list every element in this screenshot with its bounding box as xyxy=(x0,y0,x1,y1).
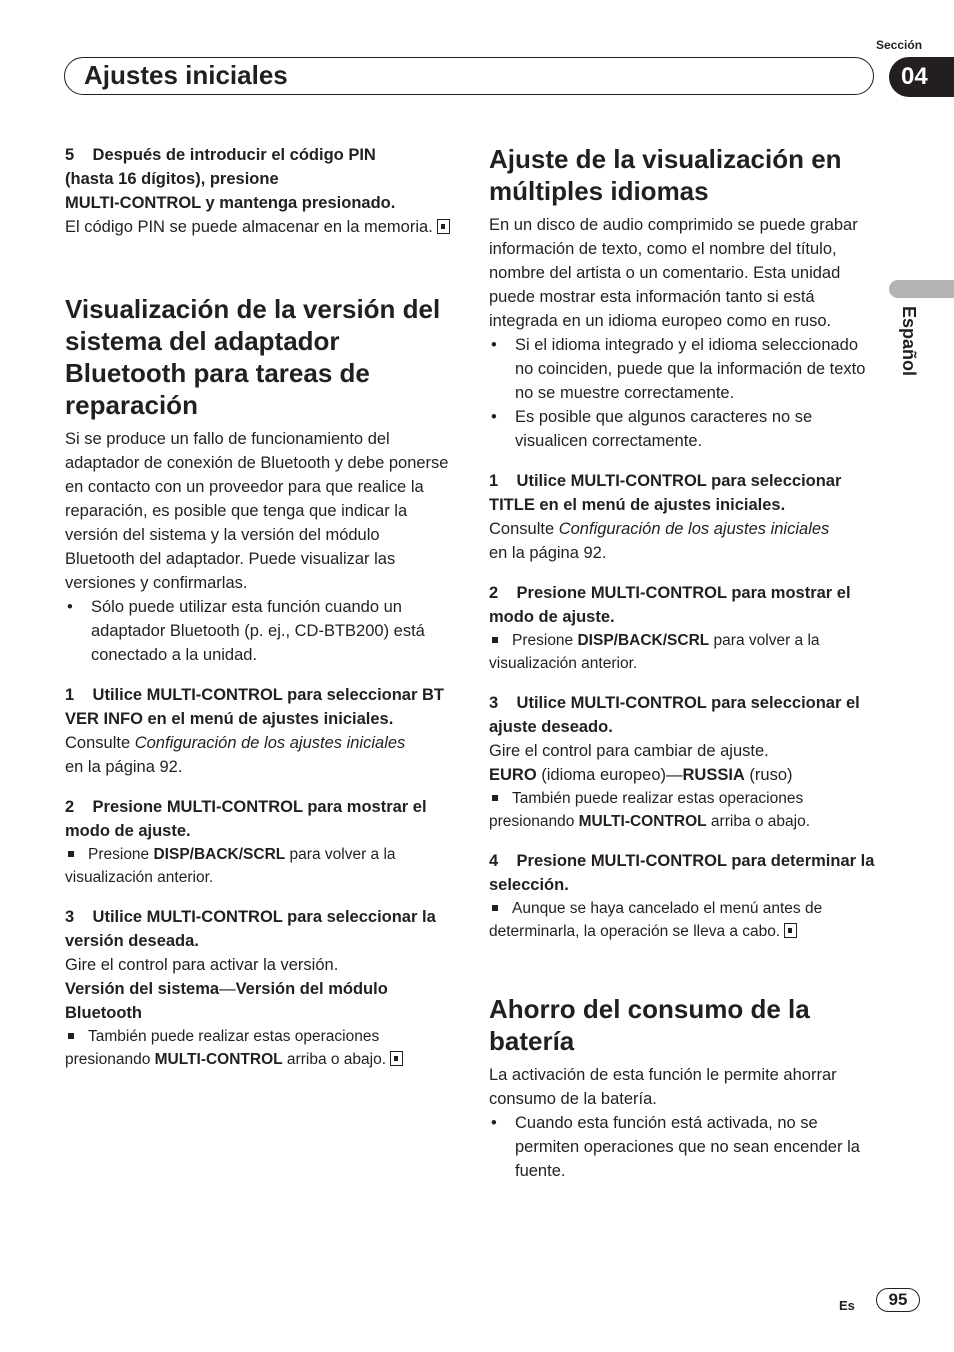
page-number: 95 xyxy=(876,1288,920,1312)
cross-reference: Configuración de los ajustes iniciales xyxy=(134,734,406,752)
step-title-line: Después de introducir el código PIN xyxy=(92,146,376,164)
note-square-icon xyxy=(68,851,74,857)
end-mark-icon xyxy=(390,1051,403,1066)
right-column xyxy=(489,143,877,1183)
step-2-title: 2 Presione MULTI-CONTROL para mostrar el modo de ajuste. xyxy=(489,584,851,626)
language-tab-bar xyxy=(889,280,954,298)
step-5-body: El código PIN se puede almacenar en la memoria. xyxy=(65,215,453,239)
end-mark-icon xyxy=(437,219,450,234)
bullet-list xyxy=(65,595,453,667)
step-1-title: 1 Utilice MULTI-CONTROL para seleccionar BT VER INFO en el menú de ajustes iniciales. xyxy=(65,686,444,728)
page-title: Ajustes iniciales xyxy=(84,60,288,90)
left-column xyxy=(65,143,453,1087)
bullet-item: • Si el idioma integrado y el idioma seleccionado no coinciden, puede que la información de texto no se muestre correctamente. xyxy=(489,333,877,405)
step-4 xyxy=(489,849,877,943)
step-1 xyxy=(65,683,453,779)
step-5 xyxy=(65,143,453,239)
step-2-title: 2 Presione MULTI-CONTROL para mostrar el modo de ajuste. xyxy=(65,798,427,840)
step-3-note: También puede realizar estas operaciones presionando MULTI-CONTROL arriba o abajo. xyxy=(489,790,811,830)
step-1-title: 1 Utilice MULTI-CONTROL para seleccionar TITLE en el menú de ajustes iniciales. xyxy=(489,472,842,514)
step-1-body: Consulte Configuración de los ajustes iniciales en la página 92. xyxy=(65,734,406,776)
step-number: 5 xyxy=(65,146,75,164)
step-title-line: MULTI-CONTROL y mantenga presionado. xyxy=(65,194,396,212)
footer-language-code: Es xyxy=(839,1298,855,1313)
step-2 xyxy=(65,795,453,889)
step-3-title: 3 Utilice MULTI-CONTROL para seleccionar la versión deseada. xyxy=(65,908,436,950)
step-5-title xyxy=(65,143,453,215)
step-2-note: Presione DISP/BACK/SCRL para volver a la visualización anterior. xyxy=(489,632,820,672)
note-square-icon xyxy=(68,1033,74,1039)
step-3-body: Gire el control para cambiar de ajuste. xyxy=(489,742,769,760)
note-square-icon xyxy=(492,637,498,643)
step-3-body: Gire el control para activar la versión. xyxy=(65,956,339,974)
section-title-battery: Ahorro del consumo de la batería xyxy=(489,994,810,1056)
cross-reference: Configuración de los ajustes iniciales xyxy=(558,520,830,538)
note-square-icon xyxy=(492,795,498,801)
step-3-note: También puede realizar estas operaciones presionando MULTI-CONTROL arriba o abajo. xyxy=(65,1025,453,1071)
section-title-bt-version: Visualización de la versión del sistema del adaptador Bluetooth para tareas de reparación xyxy=(65,294,441,420)
step-3 xyxy=(65,905,453,1071)
language-label: Español xyxy=(899,306,919,377)
step-2 xyxy=(489,581,877,675)
bullet-list xyxy=(489,333,877,453)
bullet-item: • Cuando esta función está activada, no se permiten operaciones que no sean encender la fuente. xyxy=(489,1111,877,1183)
section-title-languages: Ajuste de la visualización en múltiples idiomas xyxy=(489,144,842,206)
bullet-item: • Sólo puede utilizar esta función cuando un adaptador Bluetooth (p. ej., CD-BTB200) está conectado a la unidad. xyxy=(65,595,453,667)
step-title-line: (hasta 16 dígitos), presione xyxy=(65,170,279,188)
section-intro: Si se produce un fallo de funcionamiento del adaptador de conexión de Bluetooth y debe ponerse en contacto con un proveedor para que realice la reparación, es posible que tenga que indicar la versión del sistema y la versión del módulo Bluetooth del adaptador. Puede visualizar las versiones y confirmarlas. xyxy=(65,430,449,592)
section-intro: La activación de esta función le permite ahorrar consumo de la batería. xyxy=(489,1066,837,1108)
step-3-options: Versión del sistema—Versión del módulo Bluetooth xyxy=(65,980,388,1022)
bullet-item: • Es posible que algunos caracteres no se visualicen correctamente. xyxy=(489,405,877,453)
end-mark-icon xyxy=(784,923,797,938)
note-square-icon xyxy=(492,905,498,911)
step-1 xyxy=(489,469,877,565)
step-2-note: Presione DISP/BACK/SCRL para volver a la visualización anterior. xyxy=(65,846,396,886)
step-4-note: Aunque se haya cancelado el menú antes de determinarla, la operación se lleva a cabo. xyxy=(489,900,823,940)
step-4-title: 4 Presione MULTI-CONTROL para determinar la selección. xyxy=(489,852,875,894)
section-number-badge: 04 xyxy=(889,57,954,97)
step-3 xyxy=(489,691,877,833)
step-3-options: EURO (idioma europeo)—RUSSIA (ruso) xyxy=(489,766,793,784)
step-3-title: 3 Utilice MULTI-CONTROL para seleccionar el ajuste deseado. xyxy=(489,694,860,736)
section-label: Sección xyxy=(876,38,923,52)
bullet-list xyxy=(489,1111,877,1183)
section-intro: En un disco de audio comprimido se puede grabar información de texto, como el nombre del título, nombre del artista o un comentario. Esta unidad puede mostrar esta información tanto si está integrada en un idioma europeo como en ruso. xyxy=(489,216,858,330)
step-1-body: Consulte Configuración de los ajustes iniciales en la página 92. xyxy=(489,520,830,562)
